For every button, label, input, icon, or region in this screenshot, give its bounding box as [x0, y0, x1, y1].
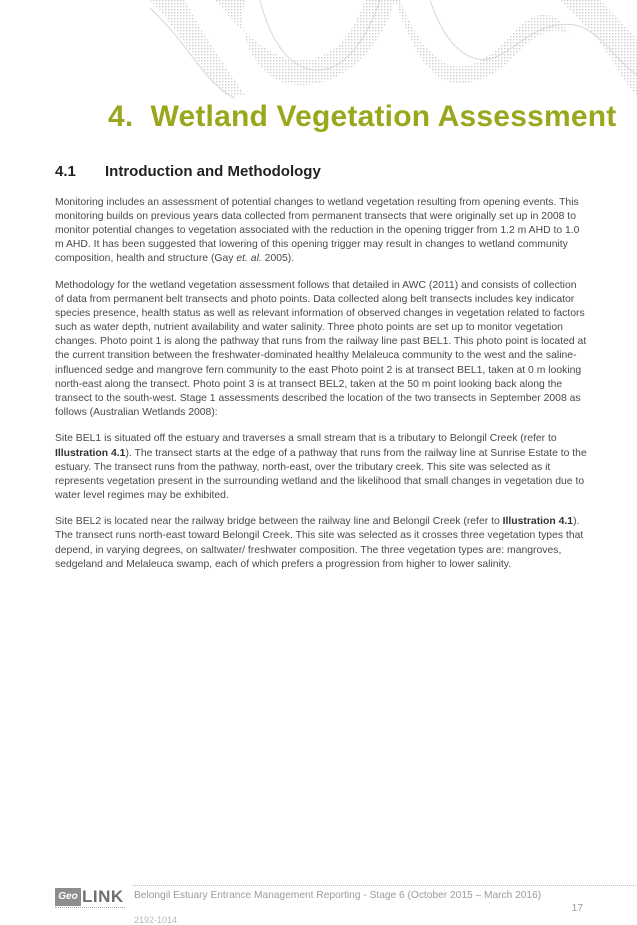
- body-text: [55, 196, 587, 584]
- wave-band-3: [395, 0, 570, 83]
- paragraph-methodology: Methodology for the wetland vegetation assessment follows that detailed in AWC (2011) and consists of collection of data from permanent belt transects and photo points. Data collected along belt transects includes key indicator species presence, health status as well as relevant information of observed changes in vegetation related to factors such as water depth, nutrient availability and water salinity. Three photo points are set up to monitor vegetation changes. Photo point 1 is along the pathway that runs from the railway line past BEL1. This photo point is located at the current transition between the freshwater-dominated healthy Melaleuca community to the west and the saline-influenced sedge and mangrove fern community to the east Photo point 2 is at transect BEL1, taken at 0 m looking north-east along the transect. Photo point 3 is at transect BEL2, taken at the 50 m point looking back along the transect to the south-west. Stage 1 assessments described the location of the two transects in September 2008 as follows (Australian Wetlands 2008):: [55, 279, 587, 418]
- paragraph-monitoring-end: 2005).: [261, 253, 295, 265]
- geolink-logo: [55, 888, 125, 910]
- illustration-ref-1: Illustration 4.1: [55, 447, 126, 459]
- logo-tagline: [55, 907, 125, 911]
- chapter-title: Wetland Vegetation Assessment: [150, 100, 617, 133]
- et-al-italic: et. al.: [236, 253, 262, 265]
- illustration-ref-2: Illustration 4.1: [502, 516, 574, 528]
- page-number: 17: [571, 903, 583, 914]
- site-bel1-text-a: Site BEL1 is situated off the estuary and traverses a small stream that is a tributary to Belongil Creek (refer to: [55, 433, 557, 445]
- page-footer: [55, 884, 587, 924]
- site-bel1-text-b: ). The transect starts at the edge of a pathway that runs from the railway line at Sunrise Estate to the estuary. The transect runs from the pathway, north-east, over the tributary creek. This site was selected as it represents vegetation present in the surrounding wetland and the likelihood that small changes in vegetation due to water level regimes may be exhibited.: [55, 447, 587, 501]
- section-heading: [55, 163, 321, 180]
- footer-report-title: Belongil Estuary Entrance Management Reporting - Stage 6 (October 2015 – March 2016): [134, 890, 542, 901]
- section-title: Introduction and Methodology: [105, 163, 321, 180]
- site-bel2-text-a: Site BEL2 is located near the railway bridge between the railway line and Belongil Creek (refer to: [55, 516, 503, 528]
- paragraph-monitoring-text: Monitoring includes an assessment of potential changes to wetland vegetation resulting from opening events. This monitoring builds on previous years data collected from permanent transects that were originally set up in 2008 to monitor potential changes to vegetation associated with the reduction in the opening trigger from 1.2 m AHD to 1.0 m AHD. It has been suggested that lowering of this opening trigger may result in changes to wetland community composition, health and structure (Gay: [55, 197, 580, 265]
- logo-box: Geo: [55, 888, 81, 906]
- site-bel2-text-b: ). The transect runs north-east toward Belongil Creek. This site was selected as it crosses three vegetation types that depend, in varying degrees, on saltwater/ freshwater composition. The three vegetation types are: mangroves, sedgeland and Melaleuca swamp, each of which prefers a progression from higher to lower salinity.: [55, 516, 584, 570]
- wave-band-2: [215, 0, 395, 85]
- paragraph-site-bel2: [55, 515, 587, 571]
- logo-text: LINK: [82, 887, 124, 906]
- chapter-heading: [108, 100, 628, 134]
- chapter-number: 4.: [108, 100, 134, 133]
- footer-reference: 2192-1014: [134, 915, 178, 925]
- section-number: 4.1: [55, 163, 76, 180]
- footer-divider: [133, 885, 637, 886]
- wave-band-4: [560, 0, 637, 95]
- paragraph-site-bel1: [55, 432, 587, 502]
- paragraph-monitoring: [55, 196, 587, 266]
